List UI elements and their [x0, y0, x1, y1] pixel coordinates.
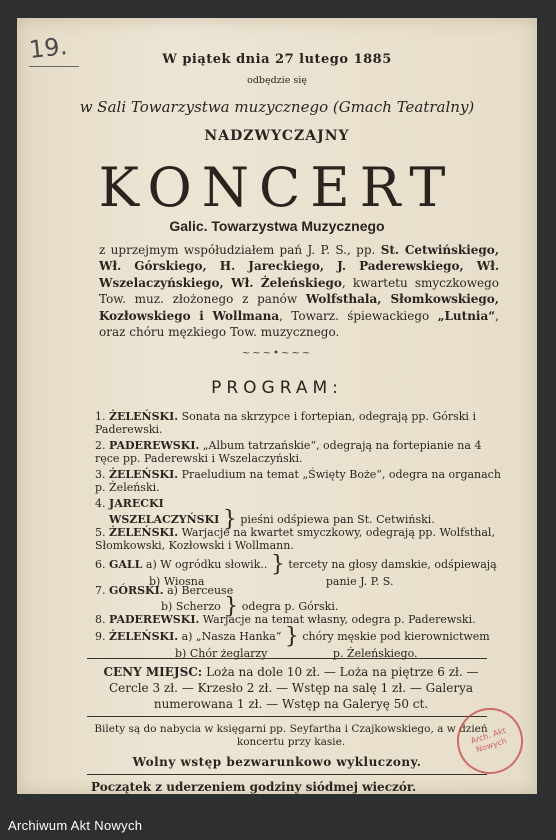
item-text: Warjacje na kwartet smyczkowy, odegrają pp. Wolfsthal, Słomkowski, Kozłowski i Wollmann. — [95, 526, 495, 552]
item-number: 6. — [95, 558, 106, 571]
prices-label: CENY MIEJSC: — [103, 665, 203, 679]
item-composer: ŻELEŃSKI. — [109, 630, 179, 643]
performers-text-2: , kwartetu smyczkowego Tow. muz. złożonego z panów — [99, 275, 499, 307]
program-heading: PROGRAM: — [211, 378, 343, 398]
item-composer: JARECKI — [109, 497, 164, 510]
program-item-9 — [95, 624, 505, 660]
takes-place-text: odbędzie się — [247, 75, 307, 86]
tickets-info: Bilety są do nabycia w księgarni pp. Seyfartha i Czajkowskiego, a w dzień koncertu przy kasie. — [94, 723, 488, 748]
brace: } — [222, 507, 237, 532]
divider-rule — [87, 716, 487, 717]
item-part-a: a) Berceuse — [167, 584, 234, 597]
brace: } — [224, 594, 239, 619]
program-item-2 — [95, 439, 505, 465]
item-number: 2. — [95, 439, 106, 452]
item-text: panie J. P. S. — [325, 575, 394, 588]
item-text: Sonata na skrzypce i fortepian, odegrają pp. Górski i Paderewski. — [95, 410, 476, 436]
item-text: pieśni odśpiewa pan St. Cetwiński. — [240, 513, 435, 526]
date-line: W piątek dnia 27 lutego 1885 — [162, 52, 392, 67]
item-text: Warjacje na temat własny, odegra p. Paderewski. — [202, 613, 476, 626]
item-text: p. Żeleńskiego. — [332, 647, 418, 660]
item-number: 8. — [95, 613, 106, 626]
item-composer: GÓRSKI. — [109, 584, 164, 597]
performers-intro: z uprzejmym współudziałem pań J. P. S., pp. — [99, 243, 381, 257]
archive-footer-bar — [0, 812, 556, 840]
item-number: 5. — [95, 526, 106, 539]
society-name: Galic. Towarzystwa Muzycznego — [169, 218, 385, 234]
extraordinary-label: NADZWYCZAJNY — [204, 128, 350, 144]
divider-rule — [87, 774, 487, 775]
venue-line: w Sali Towarzystwa muzycznego (Gmach Teatralny) — [79, 98, 475, 116]
item-part-b: b) Scherzo — [161, 600, 221, 613]
item-part-b: b) Chór żeglarzy — [175, 647, 268, 660]
start-time-line: Początek z uderzeniem godziny siódmej wieczór. — [91, 780, 417, 794]
item-number: 7. — [95, 584, 106, 597]
performers-names-1: St. Cetwińskiego, Wł. Górskiego, H. Jareckiego, J. Paderewskiego, Wł. Wszelaczyńskiego, Wł. Żeleńskiego — [99, 243, 499, 290]
performers-text-3: , Towarz. śpiewackiego — [279, 308, 438, 323]
program-item-5 — [95, 526, 505, 552]
poster-content — [17, 18, 537, 794]
archive-number: 19. — [27, 32, 69, 64]
ornament-divider: ~~~•~~~ — [241, 348, 313, 359]
item-number: 9. — [95, 630, 106, 643]
item-composer: GALL — [109, 558, 143, 571]
item-number: 4. — [95, 497, 106, 510]
item-text: chóry męskie pod kierownictwem — [302, 630, 490, 643]
poster-sheet — [17, 18, 537, 794]
performers-names-2: Wolfsthala, Słomkowskiego, Kozłowskiego i Wollmana — [99, 292, 499, 323]
item-text: „Album tatrzańskie“, odegrają na fortepianie na 4 ręce pp. Paderewski i Wszelaczyński. — [95, 439, 482, 465]
concert-title: KONCERT — [98, 156, 456, 219]
item-text: tercety na głosy damskie, odśpiewają — [288, 558, 497, 571]
item-part-a: a) „Nasza Hanka“ — [181, 630, 282, 643]
brace: } — [284, 624, 299, 649]
free-entry-notice: Wolny wstęp bezwarunkowo wykluczony. — [132, 755, 422, 769]
item-part-a: a) W ogródku słowik.. — [145, 558, 268, 571]
divider-rule — [87, 658, 487, 659]
prices-block — [93, 664, 489, 712]
item-composer: WSZELACZYŃSKI — [109, 513, 220, 526]
item-composer: ŻELEŃSKI. — [109, 526, 179, 539]
brace: } — [270, 552, 285, 577]
performers-paragraph — [99, 242, 499, 340]
item-text: odegra p. Górski. — [241, 600, 339, 613]
stamp-text: Arch. Akt Nowych — [469, 725, 508, 755]
item-number: 1. — [95, 410, 106, 423]
program-item-8 — [95, 613, 505, 626]
item-number: 3. — [95, 468, 106, 481]
item-composer: ŻELEŃSKI. — [109, 468, 179, 481]
item-composer: PADEREWSKI. — [109, 613, 200, 626]
item-composer: PADEREWSKI. — [109, 439, 200, 452]
program-item-3 — [95, 468, 505, 494]
performers-text-4: , oraz chóru męzkiego Tow. muzycznego. — [99, 308, 499, 340]
item-text: Praeludium na temat „Święty Boże“, odegra na organach p. Żeleński. — [95, 468, 501, 494]
program-item-1 — [95, 410, 505, 436]
item-composer: ŻELEŃSKI. — [109, 410, 179, 423]
archive-footer-label: Archiwum Akt Nowych — [8, 818, 143, 833]
item-part-b: b) Wiosna — [149, 575, 205, 588]
performers-names-3: „Lutnia“ — [437, 308, 496, 323]
prices-text: Loża na dole 10 zł. — Loża na piętrze 6 zł. — Cercle 3 zł. — Krzesło 2 zł. — Wstęp na salę 1 zł. — Galerya numerowana 1 zł. — Wstęp na Galeryę 50 ct. — [108, 665, 479, 711]
